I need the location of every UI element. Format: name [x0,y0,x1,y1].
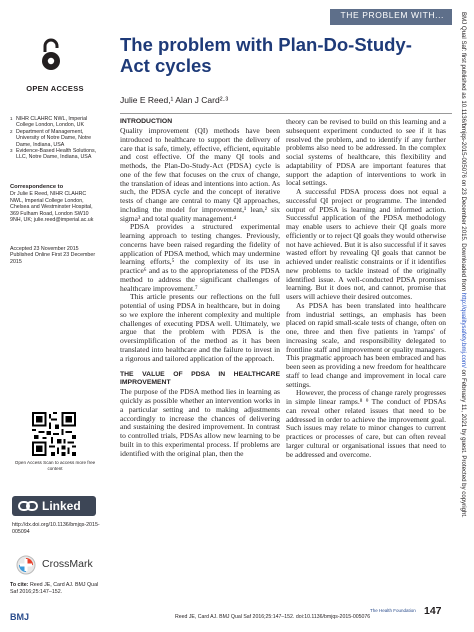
section-banner-strip [330,9,452,25]
download-notice-text [460,12,467,624]
paragraph: As PDSA has been translated into healthcare from industrial settings, an emphasis has been placed on rapid small-scale tests of change, often on one, three and then five patients in 'ramps' of increasing scale, and responsibility delegated to frontline staff and improvement or quality managers. This pragmatic approach has been embraced and has been seen as providing a new freedom for healthcare staff to lead change and improvement in local care settings. [286,300,446,389]
cite-text: Reed JE, Card AJ. BMJ Qual Saf 2016;25:147–152. [10,582,99,595]
health-foundation-logo: The Health Foundation [370,608,416,613]
section-heading-introduction: INTRODUCTION [120,118,173,125]
download-notice-strip [454,8,470,624]
paragraph: theory can be revised to build on this learning and a subsequent experiment conducted to see if it has resolved the problem, and to identify if any further problems also need to be addressed. In the complex social systems of healthcare, this flexibility and adaptability of PDSA are important features that support the adaption of interventions to work in local settings. [286,117,446,188]
open-access-label: OPEN ACCESS [26,84,84,93]
article-title: The problem with Plan-Do-Study-Act cycles [120,34,412,76]
correspondence-title: Correspondence to [10,184,64,190]
linked-article-doi[interactable]: http://dx.doi.org/10.1136/bmjqs-2015-005094 [12,522,100,535]
correspondence-text: Dr Julie E Reed, NIHR CLAHRC NWL, Imperial College London, Chelsea and Westminster Hospital, 369 Fulham Road, London SW10 9NH, UK; julie.reed@imperial.ac.uk [10,191,94,224]
bmj-logo: BMJ [10,612,30,622]
article-authors: Julie E Reed,¹ Alan J Card²·³ [120,95,229,105]
correspondence [10,184,100,223]
affiliation-item [10,116,100,129]
paragraph: Quality improvement (QI) methods have been introduced to healthcare to support the delivery of care that is safe, timely, effective, efficient, equitable and cost effective. Of the many QI tools and methods, the Plan-Do-Study-Act (PDSA) cycle is one of the few that focuses on the crux of change, the translation of ideas and intentions into action. As such, the PDSA cycle and the concept of iterative tests of change are central to many QI approaches, including the model for improvement,¹ lean,² six sigma³ and total quality management.⁴ [120,126,280,223]
crossmark-icon [16,555,36,575]
sidebar [10,28,100,624]
open-access-lock-icon [40,38,62,72]
body-column-left [120,118,280,458]
qr-code-icon[interactable] [32,412,76,456]
paragraph: PDSA provides a structured experimental learning approach to testing changes. Previously, concerns have been raised regarding the fidelity of application of PDSA method, which may undermine learning efforts,⁵ the complexity of its use in practice⁶ and as to the appropriateness of the PDSA method to address the significant challenges of healthcare improvement.⁷ [120,222,280,293]
body-column-right [286,118,446,459]
section-label: THE PROBLEM WITH... [340,10,444,20]
crossmark-badge[interactable] [14,555,100,575]
download-notice-part: BMJ Qual Saf: first published as 10.1136/bmjqs-2015-005076 on 23 December 2015. Downloaded from [460,12,467,293]
article-dates [10,246,100,265]
affiliation-text: Evidence-Based Health Solutions, LLC, Notre Dame, Indiana, USA [16,148,97,161]
paragraph: This article presents our reflections on the full potential of using PDSA in healthcare, but in doing so we explore the inherent complexity and multiple challenges of executing PDSA well. Ultimately, we argue that the problem with PDSA is the oversimplification of the method as it has been translated into healthcare and the failure to invest in a rigorous and tailored application of the approach. [120,292,280,363]
linked-label: Linked [42,499,81,513]
cite-block [10,582,100,595]
linked-badge[interactable] [12,496,96,516]
page-number: 147 [424,605,442,617]
affiliation-number: 1 [10,116,13,121]
footer-citation: Reed JE, Card AJ. BMJ Qual Saf 2016;25:147–152. doi:10.1136/bmjqs-2015-005076 [175,614,371,620]
title-divider [120,113,452,114]
section-heading-value: THE VALUE OF PDSA IN HEALTHCARE IMPROVEMENT [120,371,280,387]
affiliation-item [10,148,100,161]
affiliations [10,116,100,161]
affiliation-item [10,129,100,148]
journal-link[interactable]: http://qualitysafety.bmj.com/ [460,292,467,368]
article-dates-text: Accepted 23 November 2015 Published Online First 23 December 2015 [10,246,96,265]
section-banner [0,0,452,30]
affiliation-text: Department of Management, University of Notre Dame, Notre Dame, Indiana, USA [16,128,92,148]
affiliation-number: 3 [10,148,13,154]
link-chain-icon [18,500,38,512]
qr-caption: Open Access Scan to access more free content [14,460,96,471]
paragraph: A successful PDSA process does not equal a successful QI project or programme. The intended output of PDSA is learning and informed action. Successful application of the PDSA methodology may enable users to achieve their QI goals more efficiently or to reject QI goals they would otherwise not have achieved. But it is also successful if it saves wasted effort by revealing QI goals that cannot be achieved under realistic constraints or if it identifies new problems to tackle instead of the originally identified issue. A well-conducted PDSA promises learning. But it does not, and cannot, promise that users will achieve their desired outcomes. [286,187,446,301]
download-notice-part: on February 11, 2021 by guest. Protected by copyright. [460,367,467,518]
affiliation-text: NIHR CLAHRC NWL, Imperial College London, London, UK [16,116,88,129]
cite-label: To cite: [10,582,29,588]
paragraph: However, the process of change rarely progresses in simple linear ramps.⁸ ⁹ The conduct of PDSAs can reveal other related issues that need to be addressed in order to achieve the improvement goal. Such issues may relate to minor changes to current practices or processes of care, but can often reveal larger cultural or organisational issues that need to be addressed and overcome. [286,388,446,459]
crossmark-label: CrossMark [42,558,93,570]
affiliation-number: 2 [10,128,13,134]
paragraph: The purpose of the PDSA method lies in learning as quickly as possible whether an intervention works in a particular setting and to making adjustments accordingly to increase the chances of delivering and sustaining the desired improvement. In contrast to controlled trials, PDSAs allow new learning to be built in to this experimental process. If problems are identified with the original plan, then the [120,387,280,458]
